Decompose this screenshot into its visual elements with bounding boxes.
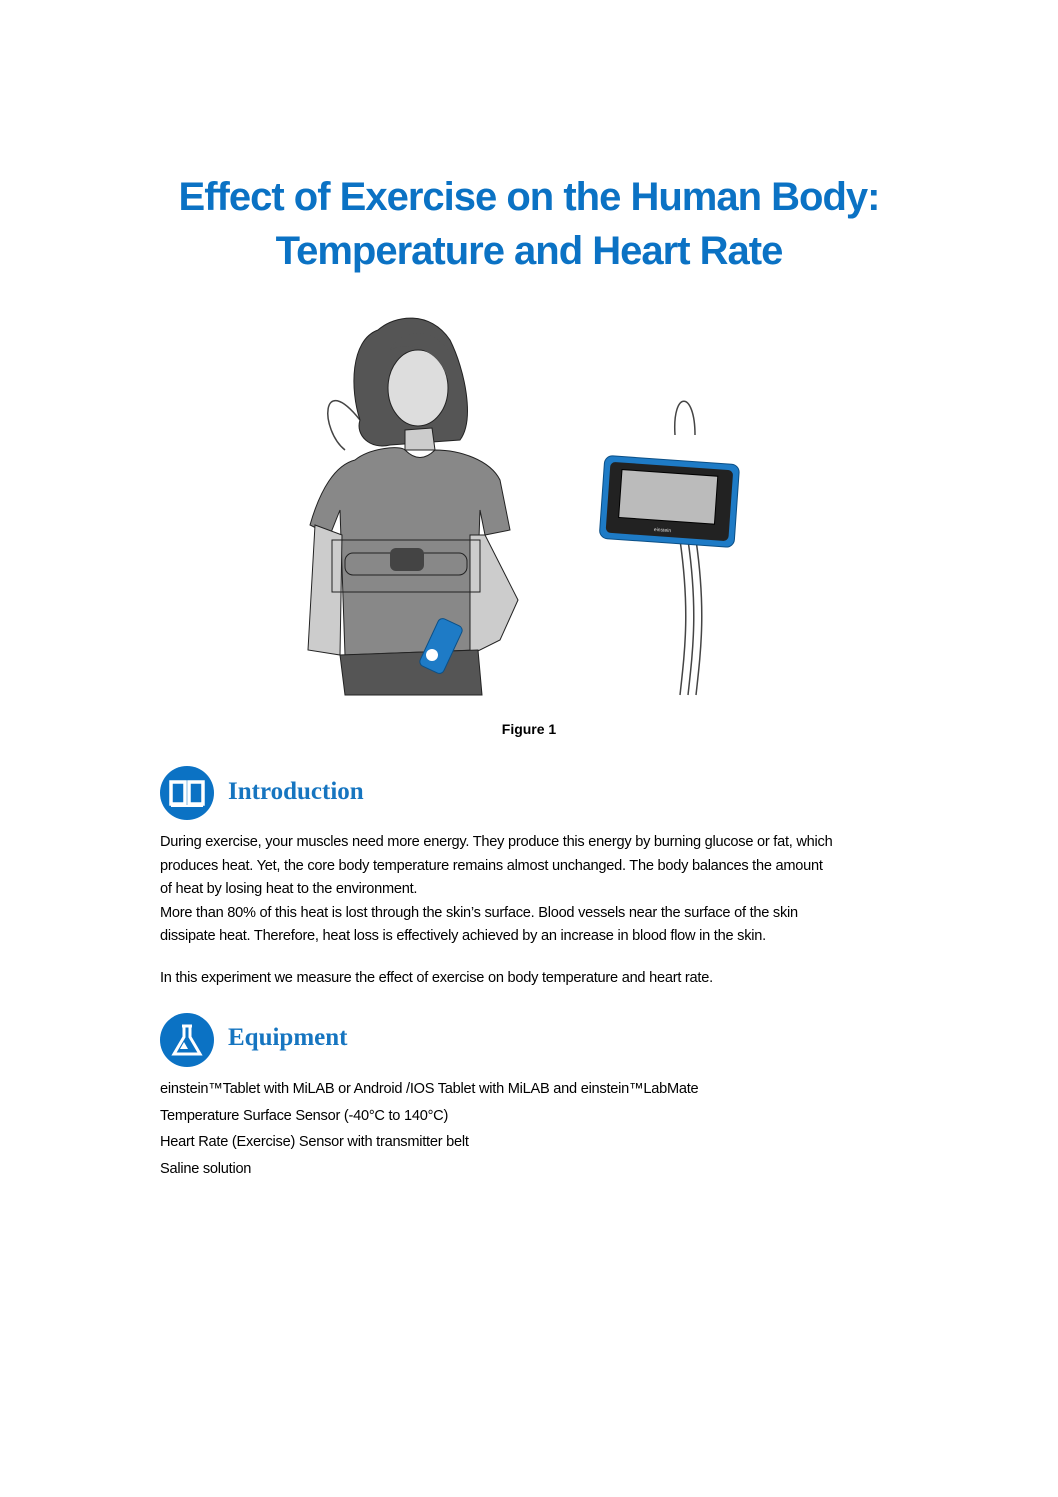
woman-illustration bbox=[308, 318, 518, 695]
text-line: dissipate heat. Therefore, heat loss is effectively achieved by an increase in blood flow in the skin. bbox=[160, 928, 766, 945]
text-line: of heat by losing heat to the environment. bbox=[160, 881, 418, 898]
figure-illustration bbox=[300, 310, 750, 700]
document-title-line2: Temperature and Heart Rate bbox=[275, 229, 783, 273]
document-title-line1: Effect of Exercise on the Human Body: bbox=[178, 175, 880, 219]
introduction-paragraph-1 bbox=[160, 831, 920, 949]
text-line: During exercise, your muscles need more energy. They produce this energy by burning glucose or fat, which bbox=[160, 834, 833, 850]
introduction-heading: Introduction bbox=[228, 778, 364, 805]
figure-caption: Figure 1 bbox=[501, 721, 557, 737]
book-icon bbox=[160, 766, 214, 820]
equipment-item: Saline solution bbox=[160, 1161, 252, 1177]
flask-icon bbox=[160, 1013, 214, 1067]
introduction-paragraph-3: In this experiment we measure the effect of exercise on body temperature and heart rate. bbox=[160, 970, 713, 986]
equipment-item: Temperature Surface Sensor (-40°C to 140°C) bbox=[160, 1108, 449, 1124]
text-line: produces heat. Yet, the core body temperature remains almost unchanged. The body balances the amount bbox=[160, 857, 823, 874]
text-line: More than 80% of this heat is lost through the skin’s surface. Blood vessels near the surface of the skin bbox=[160, 904, 798, 921]
svg-text:einstein: einstein bbox=[653, 526, 672, 535]
equipment-item: Heart Rate (Exercise) Sensor with transmitter belt bbox=[160, 1134, 469, 1150]
equipment-item: einstein™Tablet with MiLAB or Android /IOS Tablet with MiLAB and einstein™LabMate bbox=[160, 1081, 699, 1097]
tablet-device-illustration bbox=[599, 401, 739, 695]
equipment-heading: Equipment bbox=[228, 1024, 348, 1051]
